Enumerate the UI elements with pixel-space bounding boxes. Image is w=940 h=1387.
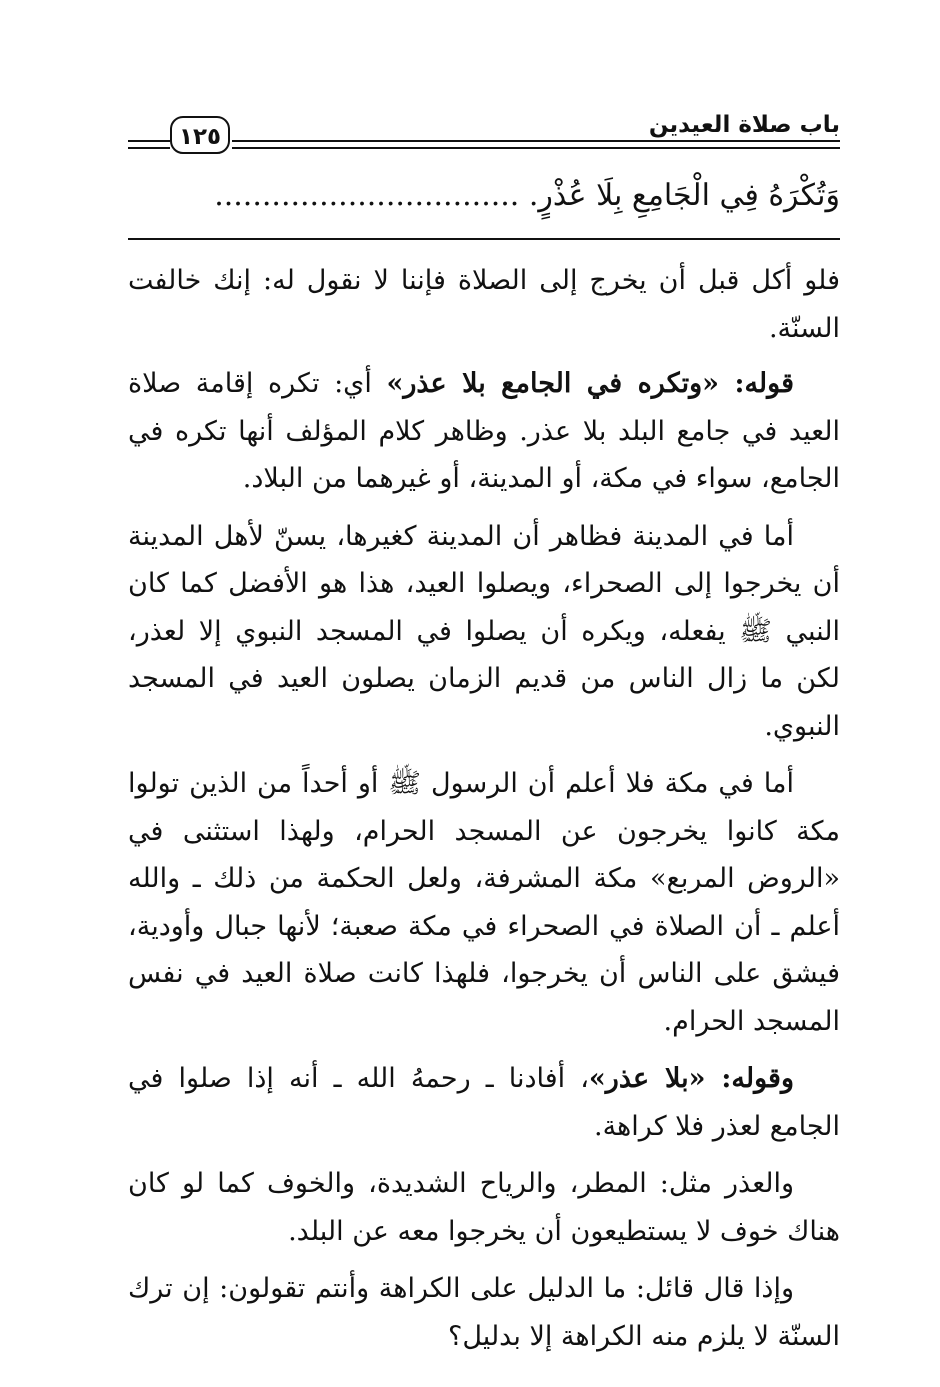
paragraph-5-lead: وقوله: «بلا عذر»	[588, 1063, 794, 1094]
matn-text: وَتُكْرَهُ فِي الْجَامِعِ بِلَا عُذْرٍ.	[528, 178, 840, 213]
paragraph-6: والعذر مثل: المطر، والرياح الشديدة، والخوف كما لو كان هناك خوف لا يستطيعون أن يخرجوا معه عن البلد.	[128, 1168, 840, 1247]
paragraph-7: وإذا قال قائل: ما الدليل على الكراهة وأنتم تقولون: إن ترك السنّة لا يلزم منه الكراهة إلا بدليل؟	[128, 1273, 840, 1352]
header-rule-left-top	[128, 140, 170, 142]
paragraph-2-text: أي: تكره إقامة صلاة العيد في جامع البلد بلا عذر. وظاهر كلام المؤلف أنها تكره في الجامع، سواء في مكة، أو المدينة، أو غيرهما من البلاد.	[128, 368, 840, 494]
chapter-title: باب صلاة العيدين	[648, 112, 840, 138]
paragraph-3: أما في المدينة فظاهر أن المدينة كغيرها، يسنّ لأهل المدينة أن يخرجوا إلى الصحراء، ويصلوا العيد، هذا هو الأفضل كما كان النبي ﷺ يفعله، ويكره أن يصلوا في المسجد النبوي إلا لعذر، لكن ما زال الناس من قديم الزمان يصلون العيد في المسجد النبوي.	[128, 520, 840, 742]
matn-line	[128, 170, 840, 222]
header-rule-right-top	[232, 140, 840, 142]
commentary-body	[128, 257, 840, 1370]
running-header	[128, 110, 840, 160]
matn-dots: ................................	[214, 178, 520, 213]
paragraph-1: فلو أكل قبل أن يخرج إلى الصلاة فإننا لا نقول له: إنك خالفت السنّة.	[128, 265, 840, 344]
page-number: ١٢٥	[170, 116, 230, 154]
paragraph-5-text: ، أفادنا ـ رحمهُ الله ـ أنه إذا صلوا في الجامع لعذر فلا كراهة.	[128, 1063, 840, 1142]
header-rule-left-bottom	[128, 147, 170, 149]
paragraph-5	[128, 1055, 840, 1150]
matn-separator-rule	[128, 238, 840, 240]
paragraph-2	[128, 360, 840, 503]
paragraph-4: أما في مكة فلا أعلم أن الرسول ﷺ أو أحداً من الذين تولوا مكة كانوا يخرجون عن المسجد الحرام، ولهذا استثنى في «الروض المربع» مكة المشرفة، ولعل الحكمة من ذلك ـ والله أعلم ـ أن الصلاة في الصحراء في مكة صعبة؛ لأنها جبال وأودية، فيشق على الناس أن يخرجوا، فلهذا كانت صلاة العيد في نفس المسجد الحرام.	[128, 768, 840, 1037]
paragraph-2-lead: قوله: «وتكره في الجامع بلا عذر»	[386, 368, 794, 399]
header-rule-right-bottom	[232, 147, 840, 149]
